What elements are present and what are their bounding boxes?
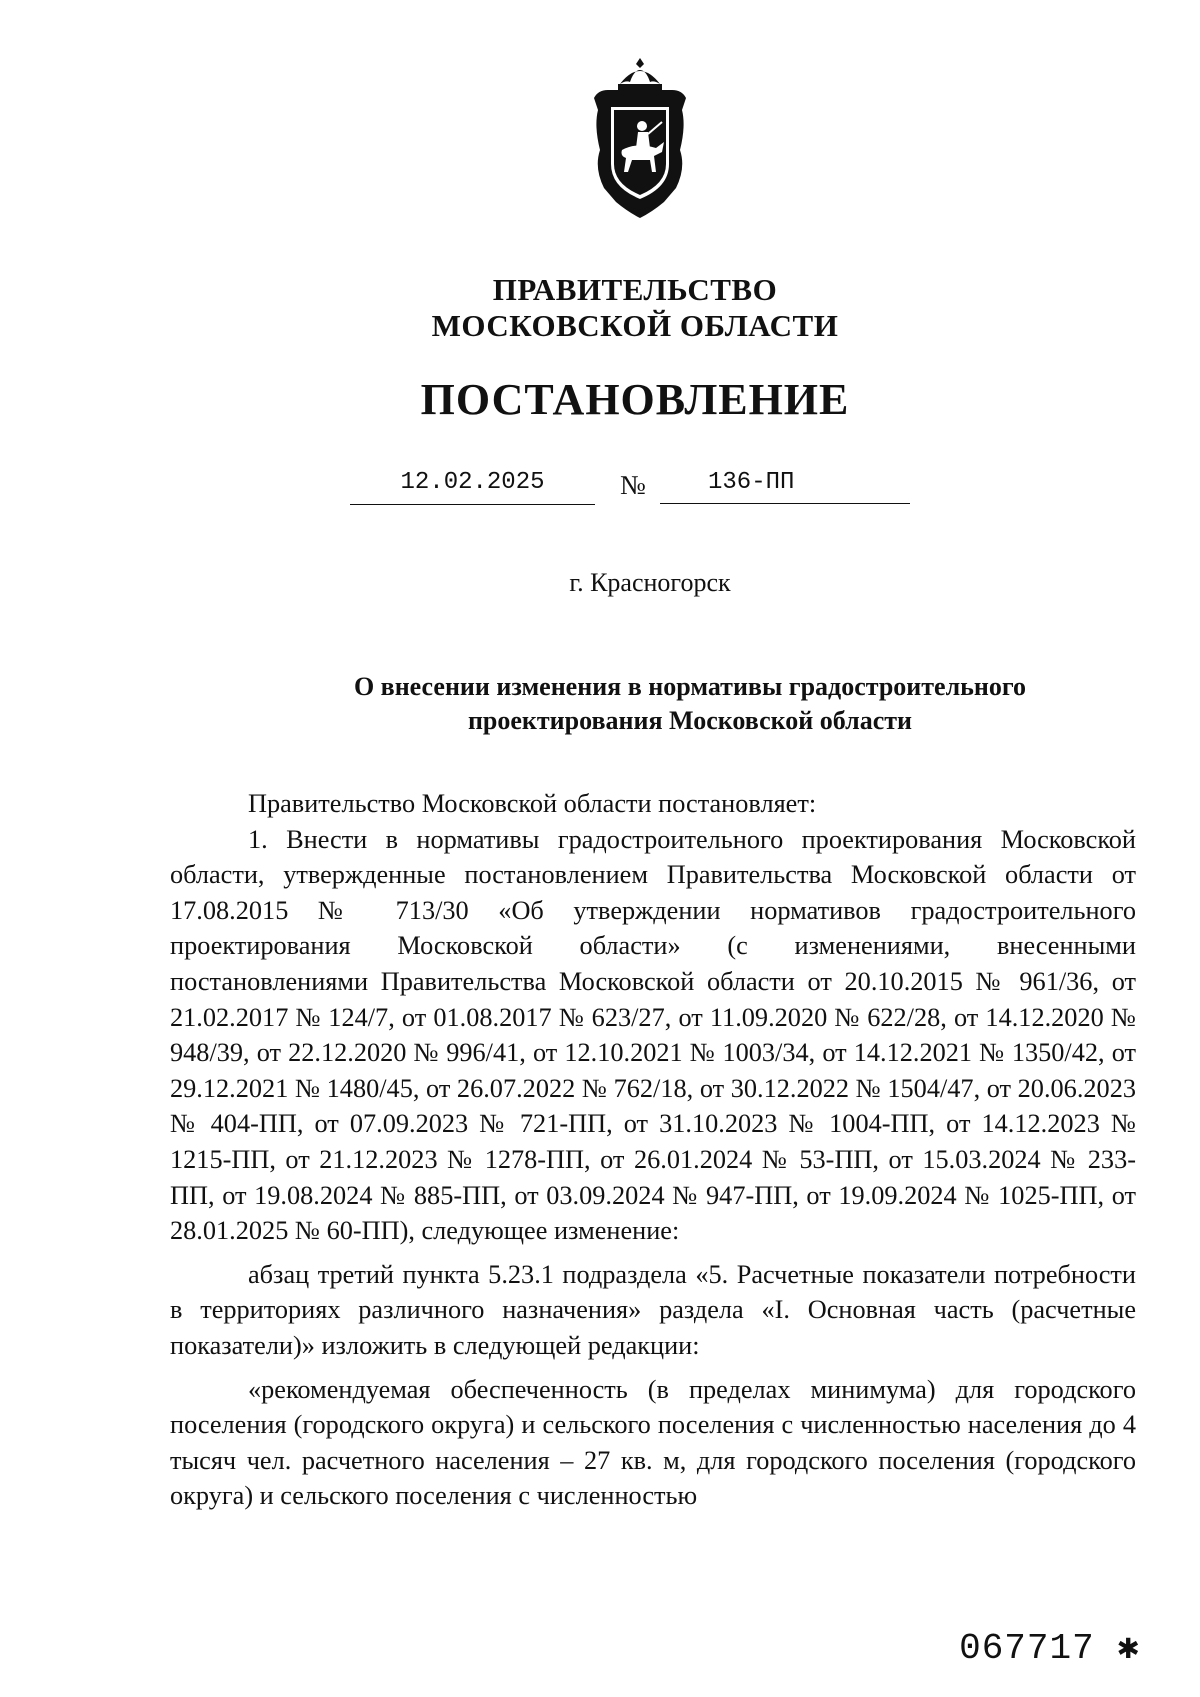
number-sign: № <box>620 470 646 500</box>
amendment-paragraph: абзац третий пункта 5.23.1 подраздела «5. Расчетные показатели потребности в территориях различного назначения» раздела «I. Основная часть (расчетные показатели)» изложить в следующей редакции: <box>170 1259 1136 1360</box>
new-wording-paragraph: «рекомендуемая обеспеченность (в пределах минимума) для городского поселения (городского округа) и сельского поселения с численностью населения до 4 тысяч чел. расчетного населения – 27 кв. м, для городского поселения (городского округа) и сельского поселения с численностью <box>170 1374 1136 1511</box>
sheet-serial-number: 067717 ✱ <box>959 1628 1140 1669</box>
decree-body <box>170 786 1136 1514</box>
decree-number: 136-ПП <box>660 466 910 504</box>
city-name: г. Красногорск <box>569 568 731 597</box>
government-name-line2: МОСКОВСКОЙ ОБЛАСТИ <box>431 308 839 343</box>
government-name-line1: ПРАВИТЕЛЬСТВО <box>492 272 778 307</box>
coat-of-arms-emblem <box>584 54 696 222</box>
decree-subject: О внесении изменения в нормативы градостроительного проектирования Московской области <box>353 672 1027 735</box>
decree-date: 12.02.2025 <box>350 466 595 505</box>
preamble-paragraph: Правительство Московской области постановляет: <box>248 789 817 818</box>
document-type-title: ПОСТАНОВЛЕНИЕ <box>420 375 850 424</box>
registration-line <box>350 466 910 506</box>
clause-1-paragraph: 1. Внести в нормативы градостроительного проектирования Московской области, утвержденные постановлением Правительства Московской области от 17.08.2015 № 713/30 «Об утверждении нормативов градостроительного проектирования Московской области» (с изменениями, внесенными постановлениями Правительства Московской области от 20.10.2015 № 961/36, от 21.02.2017 № 124/7, от 01.08.2017 № 623/27, от 11.09.2020 № 622/28, от 14.12.2020 № 948/39, от 22.12.2020 № 996/41, от 12.10.2021 № 1003/34, от 14.12.2021 № 1350/42, от 29.12.2021 № 1480/45, от 26.07.2022 № 762/18, от 30.12.2022 № 1504/47, от 20.06.2023 № 404-ПП, от 07.09.2023 № 721-ПП, от 31.10.2023 № 1004-ПП, от 14.12.2023 № 1215-ПП, от 21.12.2023 № 1278-ПП, от 26.01.2024 № 53-ПП, от 15.03.2024 № 233-ПП, от 19.08.2024 № 885-ПП, от 03.09.2024 № 947-ПП, от 19.09.2024 № 1025-ПП, от 28.01.2025 № 60-ПП), следующее изменение: <box>170 824 1136 1246</box>
